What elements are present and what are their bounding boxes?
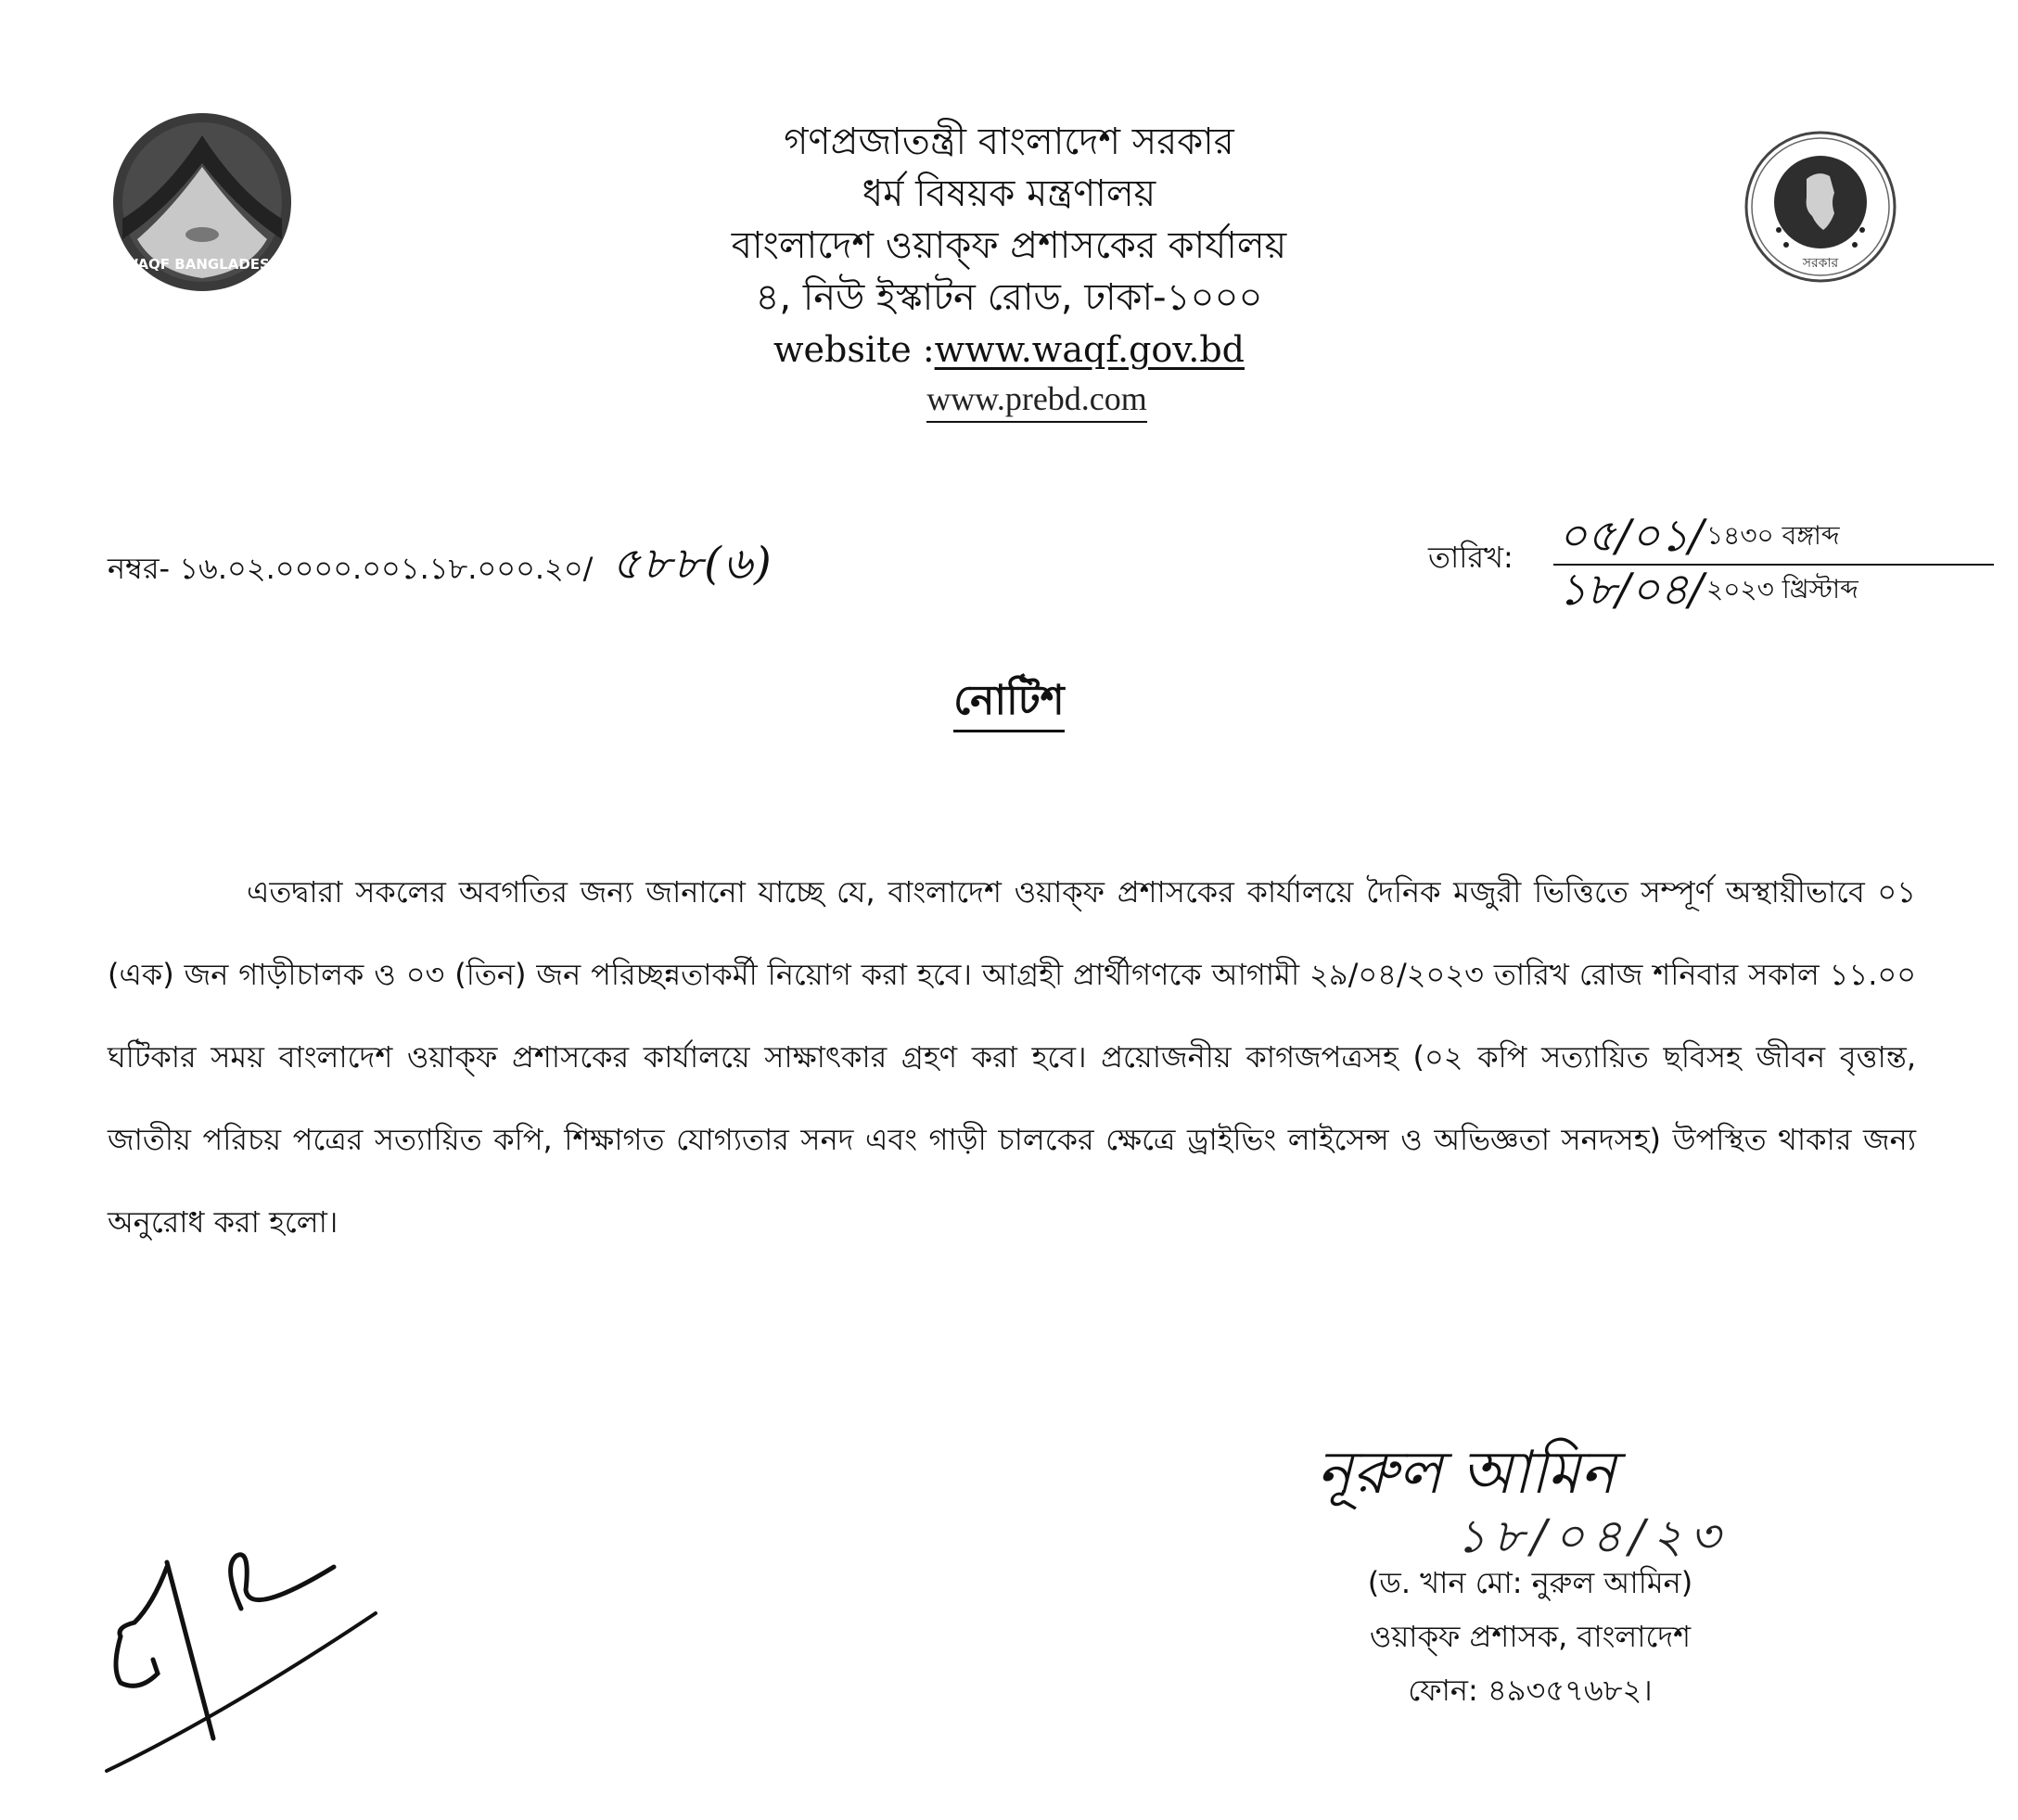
office-name: বাংলাদেশ ওয়াক্ফ প্রশাসকের কার্যালয় [731, 224, 1287, 267]
signatory-phone: ফোন: ৪৯৩৫৭৬৮২। [1408, 1673, 1653, 1708]
signatory-name: (ড. খান মো: নুরুল আমিন) [1367, 1565, 1693, 1600]
watermark-line [56, 375, 2018, 422]
initials-scribble-icon [83, 1548, 399, 1789]
gregorian-date-handwritten: ১৮/০৪/ [1558, 564, 1704, 616]
date-block [1428, 508, 1994, 616]
date-label: তারিখ: [1428, 540, 1514, 575]
notice-title-text: নোটিশ [953, 677, 1064, 732]
handwritten-initials [83, 1548, 399, 1793]
reference-value: ১৬.০২.০০০০.০০১.১৮.০০০.২০/ [179, 551, 594, 586]
website-link[interactable]: www.waqf.gov.bd [934, 329, 1245, 370]
notice-paragraph: এতদ্বারা সকলের অবগতির জন্য জানানো যাচ্ছে যে, বাংলাদেশ ওয়াক্ফ প্রশাসকের কার্যালয়ে দৈনিক মজুরী ভিত্তিতে সম্পূর্ণ অস্থায়ীভাবে ০১ (এক) জন গাড়ীচালক ও ০৩ (তিন) জন পরিচ্ছন্নতাকর্মী নিয়োগ করা হবে। আগ্রহী প্রার্থীগণকে আগামী ২৯/০৪/২০২৩ তারিখ রোজ শনিবার সকাল ১১.০০ ঘটিকার সময় বাংলাদেশ ওয়াক্ফ প্রশাসকের কার্যালয়ে সাক্ষাৎকার গ্রহণ করা হবে। প্রয়োজনীয় কাগজপত্রসহ (০২ কপি সত্যায়িত ছবিসহ জীবন বৃত্তান্ত, জাতীয় পরিচয় পত্রের সত্যায়িত কপি, শিক্ষাগত যোগ্যতার সনদ এবং গাড়ী চালকের ক্ষেত্রে ড্রাইভিং লাইসেন্স ও অভিজ্ঞতা সনদসহ) উপস্থিত থাকার জন্য অনুরোধ করা হলো। [108, 874, 1916, 1240]
svg-text:সরকার: সরকার [1802, 256, 1839, 271]
watermark-link[interactable]: www.prebd.com [926, 380, 1147, 423]
notice-body [108, 851, 1916, 1264]
notice-title [0, 669, 2018, 737]
bangla-date-handwritten: ০৫/০১/ [1558, 510, 1705, 562]
website-line [0, 324, 2018, 375]
government-name: গণপ্রজাতন্ত্রী বাংলাদেশ সরকার [784, 121, 1234, 163]
letterhead [0, 116, 2018, 422]
reference-number [108, 530, 773, 604]
reference-handwritten-suffix: ৫৮৮(৬) [611, 538, 773, 590]
signature-date-handwritten: ১৮/০৪/২৩ [1456, 1509, 1728, 1563]
ministry-name: ধর্ম বিষয়ক মন্ত্রণালয় [862, 172, 1156, 215]
bangla-year: ১৪৩০ বঙ্গাব্দ [1706, 520, 1840, 551]
reference-label: নম্বর- [108, 551, 171, 586]
gregorian-year: ২০২৩ খ্রিস্টাব্দ [1706, 574, 1858, 605]
handwritten-signature: নূরুল আমিন [1317, 1439, 1616, 1508]
office-address: ৪, নিউ ইস্কাটন রোড, ঢাকা-১০০০ [755, 276, 1263, 319]
signatory-designation: ওয়াক্ফ প্রশাসক, বাংলাদেশ [1369, 1619, 1692, 1654]
svg-text:WAQF BANGLADESH: WAQF BANGLADESH [122, 256, 282, 273]
website-label: website : [773, 329, 935, 370]
